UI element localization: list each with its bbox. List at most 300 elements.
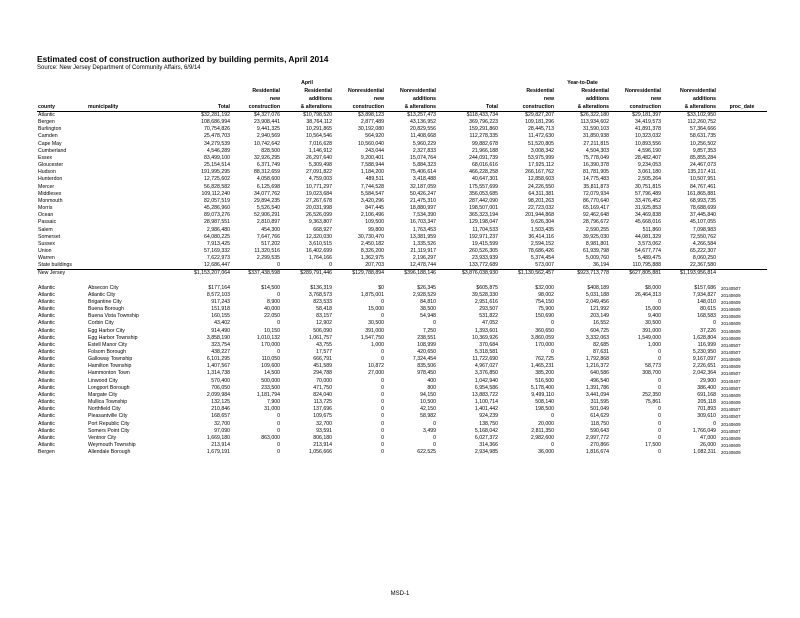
- county-value: 28,987,551: [204, 219, 230, 226]
- county-value: 2,299,535: [256, 255, 280, 262]
- county-value: 5,374,454: [530, 255, 554, 262]
- col-proc-date: proc_date: [717, 103, 767, 112]
- county-value: 45,668,016: [635, 219, 661, 226]
- county-name: State buildings: [38, 262, 73, 269]
- municipality-row: [37, 320, 767, 327]
- muni-value: 0: [277, 427, 280, 434]
- county-value: 112,260,752: [687, 119, 716, 126]
- county-value: 10,291,865: [306, 126, 332, 133]
- county-value: 454,300: [261, 226, 280, 233]
- county-value: 64,080,225: [204, 233, 230, 240]
- county-value: 30,730,470: [358, 233, 384, 240]
- muni-value: 391,000: [642, 327, 661, 334]
- municipality-row: [37, 370, 767, 377]
- muni-county: Atlantic: [38, 306, 56, 313]
- county-value: 8,981,801: [585, 240, 609, 247]
- muni-value: 121,992: [590, 306, 609, 313]
- county-value: 3,573,062: [637, 240, 661, 247]
- muni-value: 1,061,757: [308, 334, 332, 341]
- muni-name: Margate City: [88, 391, 118, 398]
- muni-value: 42,150: [420, 406, 436, 413]
- municipality-row: [37, 363, 767, 370]
- county-value: 109,500: [365, 219, 384, 226]
- county-value: 20,829,556: [410, 126, 436, 133]
- muni-value: 20,000: [538, 420, 554, 427]
- county-value: 11,704,533: [472, 226, 498, 233]
- muni-county: Atlantic: [38, 341, 56, 348]
- muni-value: 863,000: [261, 434, 280, 441]
- county-value: 12,858,603: [528, 176, 554, 183]
- county-value: 244,091,739: [469, 154, 498, 161]
- municipality-row: [37, 299, 767, 306]
- county-name: Burlington: [38, 126, 62, 133]
- municipality-row: [37, 292, 767, 299]
- county-name: Bergen: [38, 119, 55, 126]
- muni-value: 10,150: [264, 327, 280, 334]
- muni-value: 168,657: [211, 413, 230, 420]
- county-value: 9,200,401: [360, 154, 384, 161]
- col-nonres-add-3: & alterations: [385, 103, 437, 112]
- muni-value: 1,547,750: [360, 334, 384, 341]
- county-value: 828,500: [261, 147, 280, 154]
- county-row: [37, 205, 767, 212]
- muni-value: 83,157: [316, 313, 332, 320]
- muni-proc-date: 20140507: [721, 350, 741, 355]
- county-value: 25,154,514: [204, 162, 230, 169]
- muni-value: $177,164: [208, 284, 230, 291]
- muni-value: 1,816,674: [585, 449, 609, 456]
- construction-cost-table: [37, 79, 767, 456]
- muni-proc-date: 20140609: [721, 292, 741, 298]
- county-value: 65,169,417: [583, 205, 609, 212]
- state-total-value: $1,130,562,457: [499, 270, 555, 278]
- muni-value: 108,999: [417, 341, 436, 348]
- county-name: Passaic: [38, 219, 57, 226]
- county-value: 52,906,291: [254, 212, 280, 219]
- col-nonres-add-1: Nonresidential: [399, 88, 436, 94]
- muni-county: Atlantic: [38, 356, 56, 363]
- muni-value: 0: [658, 427, 661, 434]
- muni-value: 168,583: [697, 313, 716, 320]
- col-ytd-nonres-add-1: Nonresidential: [679, 88, 716, 94]
- county-row: [37, 162, 767, 169]
- muni-value: 27,000: [368, 370, 384, 377]
- county-value: 201,944,868: [525, 212, 554, 219]
- county-value: 18,880,997: [410, 205, 436, 212]
- state-total-row: [37, 270, 767, 278]
- muni-value: 496,540: [590, 377, 609, 384]
- county-value: 75,406,614: [410, 169, 436, 176]
- muni-proc-date: 20140609: [721, 328, 741, 334]
- muni-value: 54,948: [420, 313, 436, 320]
- county-value: 260,526,305: [469, 247, 498, 254]
- muni-value: 9,400: [648, 313, 661, 320]
- county-value: 10,507,951: [690, 176, 716, 183]
- county-value: 1,184,200: [360, 169, 384, 176]
- muni-value: 2,099,984: [206, 391, 230, 398]
- county-row: [37, 255, 767, 262]
- muni-value: 506,090: [313, 327, 332, 334]
- county-value: 32,926,295: [254, 154, 280, 161]
- muni-value: 0: [277, 420, 280, 427]
- muni-value: 0: [658, 434, 661, 441]
- empty-cell: [717, 205, 767, 212]
- county-value: 40,647,301: [472, 176, 498, 183]
- county-value: 31,925,853: [635, 205, 661, 212]
- county-row: [37, 119, 767, 126]
- county-value: 135,217,411: [687, 169, 716, 176]
- muni-value: 0: [713, 320, 716, 327]
- county-name: Essex: [38, 154, 53, 161]
- county-value: $118,433,734: [466, 112, 498, 118]
- county-name: Ocean: [38, 212, 54, 219]
- municipality-row: [37, 428, 767, 435]
- muni-name: Corbin City: [88, 320, 114, 327]
- county-value: 78,688,699: [690, 205, 716, 212]
- county-value: 35,811,873: [583, 183, 609, 190]
- county-value: 24,467,073: [690, 162, 716, 169]
- muni-value: 666,791: [313, 356, 332, 363]
- muni-county: Atlantic: [38, 334, 56, 341]
- muni-value: 5,031,188: [585, 291, 609, 298]
- county-value: 1,146,912: [308, 147, 332, 154]
- county-value: 2,106,496: [360, 212, 384, 219]
- empty-cell: [717, 184, 767, 191]
- muni-value: 47,000: [700, 434, 716, 441]
- muni-value: 1,314,738: [206, 370, 230, 377]
- county-value: 13,381,959: [410, 233, 436, 240]
- muni-value: 116,999: [697, 341, 716, 348]
- empty-cell: [717, 126, 767, 133]
- muni-value: 0: [381, 384, 384, 391]
- county-value: 75,778,049: [583, 154, 609, 161]
- empty-cell: [717, 219, 767, 226]
- muni-value: 0: [713, 420, 716, 427]
- county-value: 7,098,983: [692, 226, 716, 233]
- muni-value: 917,243: [211, 298, 230, 305]
- county-value: 113,934,602: [580, 119, 609, 126]
- county-value: 4,596,190: [637, 147, 661, 154]
- empty-cell: [717, 141, 767, 148]
- county-value: 8,326,200: [360, 247, 384, 254]
- county-value: 10,560,040: [358, 140, 384, 147]
- muni-value: 3,858,190: [206, 334, 230, 341]
- county-value: 78,686,426: [528, 247, 554, 254]
- muni-value: 0: [433, 434, 436, 441]
- muni-value: 32,700: [316, 420, 332, 427]
- muni-name: Linwood City: [88, 377, 118, 384]
- empty-cell: [717, 241, 767, 248]
- muni-value: 36,000: [538, 449, 554, 456]
- county-value: 2,594,152: [530, 240, 554, 247]
- muni-value: 1,465,231: [530, 363, 554, 370]
- county-value: $32,281,192: [201, 112, 230, 118]
- muni-value: 0: [277, 291, 280, 298]
- county-value: 5,309,498: [308, 162, 332, 169]
- muni-value: 0: [658, 413, 661, 420]
- county-value: 9,363,807: [308, 219, 332, 226]
- muni-county: Atlantic: [38, 420, 56, 427]
- muni-value: 2,951,616: [474, 298, 498, 305]
- county-value: 564,920: [365, 133, 384, 140]
- muni-value: 800: [427, 384, 436, 391]
- muni-value: $14,500: [261, 284, 280, 291]
- muni-value: 80,615: [700, 306, 716, 313]
- muni-value: 113,725: [313, 399, 332, 406]
- county-value: 53,975,999: [528, 154, 554, 161]
- muni-value: 0: [381, 377, 384, 384]
- april-header: April: [301, 80, 313, 86]
- county-name: Middlesex: [38, 190, 62, 197]
- col-nonres-new-1: Nonresidential: [347, 88, 384, 94]
- county-value: 14,775,483: [583, 176, 609, 183]
- muni-value: 823,533: [313, 298, 332, 305]
- county-value: 37,445,840: [690, 212, 716, 219]
- muni-value: 9,499,110: [531, 391, 554, 398]
- muni-value: 0: [433, 420, 436, 427]
- muni-value: 516,500: [535, 377, 554, 384]
- county-value: 110,795,888: [632, 262, 661, 269]
- county-value: 1,503,435: [530, 226, 554, 233]
- muni-county: Atlantic: [38, 399, 56, 406]
- muni-value: 1,766,049: [692, 427, 716, 434]
- county-value: 369,796,223: [469, 119, 498, 126]
- muni-value: 43,402: [214, 320, 230, 327]
- muni-value: 40,000: [264, 306, 280, 313]
- county-value: 28,796,672: [583, 219, 609, 226]
- muni-value: 84,810: [420, 298, 436, 305]
- muni-value: 531,822: [479, 313, 498, 320]
- county-value: 30,192,080: [358, 126, 384, 133]
- col-county: county: [37, 103, 87, 112]
- muni-value: 17,577: [316, 349, 332, 355]
- county-value: 5,526,540: [256, 205, 280, 212]
- col-municipality: municipality: [87, 103, 179, 112]
- muni-value: 3,860,059: [530, 334, 554, 341]
- col-ytd-nonres-new-3: construction: [610, 103, 662, 112]
- muni-value: 762,725: [535, 356, 554, 363]
- county-value: 16,402,699: [306, 247, 332, 254]
- muni-county: Atlantic: [38, 313, 56, 320]
- county-value: 27,211,815: [583, 140, 609, 147]
- county-value: 10,742,642: [254, 140, 280, 147]
- county-value: 50,426,247: [410, 190, 436, 197]
- muni-value: $157,686: [694, 284, 716, 291]
- muni-value: 0: [381, 349, 384, 355]
- muni-value: 10,872: [368, 363, 384, 370]
- table-body: [37, 112, 767, 457]
- muni-value: 70,000: [316, 377, 332, 384]
- muni-value: $605,875: [476, 284, 498, 291]
- muni-value: 0: [381, 434, 384, 441]
- state-total-value: $627,805,881: [610, 270, 662, 278]
- county-value: 19,023,684: [306, 190, 332, 197]
- muni-name: Ventnor City: [88, 434, 117, 441]
- empty-cell: [717, 255, 767, 262]
- muni-value: 4,967,027: [474, 363, 498, 370]
- muni-name: Egg Harbor City: [88, 327, 125, 334]
- muni-value: 0: [658, 384, 661, 391]
- county-value: 4,504,303: [585, 147, 609, 154]
- muni-value: 87,631: [593, 349, 609, 355]
- report-page: [37, 54, 767, 456]
- county-value: 2,196,297: [412, 255, 436, 262]
- muni-value: 471,750: [313, 384, 332, 391]
- report-title: Estimated cost of construction authorized by building permits, April 2014: [37, 54, 329, 64]
- muni-value: 109,600: [261, 363, 280, 370]
- county-value: 92,462,648: [583, 212, 609, 219]
- col-ytd-res-add-3: & alterations: [555, 103, 610, 112]
- county-value: 5,584,547: [360, 190, 384, 197]
- muni-proc-date: 20140609: [721, 357, 741, 363]
- county-value: 61,939,798: [583, 247, 609, 254]
- county-value: 573,007: [535, 262, 554, 269]
- county-value: 159,291,860: [469, 126, 498, 133]
- state-total-value: $289,791,446: [281, 270, 333, 278]
- muni-value: 118,750: [590, 420, 609, 427]
- county-value: 287,442,090: [469, 197, 498, 204]
- county-row: [37, 141, 767, 148]
- county-value: 34,077,762: [254, 190, 280, 197]
- col-nonres-add-2: additions: [412, 96, 436, 102]
- muni-value: 0: [381, 298, 384, 305]
- municipality-row: [37, 378, 767, 385]
- muni-value: 2,042,364: [692, 370, 716, 377]
- muni-value: 2,997,772: [585, 434, 609, 441]
- muni-value: 914,490: [211, 327, 230, 334]
- county-value: 11,320,516: [254, 247, 280, 254]
- county-value: 7,622,973: [206, 255, 230, 262]
- muni-name: Longport Borough: [88, 384, 130, 391]
- county-value: 31,850,938: [583, 133, 609, 140]
- county-name: Union: [38, 247, 52, 254]
- muni-value: 294,788: [313, 370, 332, 377]
- county-value: 25,478,703: [204, 133, 230, 140]
- municipality-row: [37, 385, 767, 392]
- county-value: 70,754,826: [204, 126, 230, 133]
- muni-value: 293,507: [479, 306, 498, 313]
- muni-value: 1,679,191: [206, 449, 230, 456]
- county-row: [37, 191, 767, 198]
- muni-value: 3,441,094: [585, 391, 609, 398]
- muni-value: 1,792,868: [585, 356, 609, 363]
- muni-value: 1,082,311: [693, 449, 716, 456]
- county-value: 57,364,666: [690, 126, 716, 133]
- muni-county: Atlantic: [38, 298, 56, 305]
- muni-value: 806,180: [313, 434, 332, 441]
- muni-value: 309,610: [697, 413, 716, 420]
- county-row: [37, 234, 767, 241]
- county-value: 5,489,475: [637, 255, 661, 262]
- county-value: 98,201,263: [528, 197, 554, 204]
- county-value: 12,686,447: [204, 262, 230, 269]
- muni-value: 94,150: [420, 391, 436, 398]
- muni-value: 614,629: [590, 413, 609, 420]
- muni-value: 1,391,786: [585, 384, 609, 391]
- county-value: 3,061,180: [637, 169, 661, 176]
- county-name: Sussex: [38, 240, 56, 247]
- county-value: 0: [277, 262, 280, 269]
- muni-value: 0: [658, 406, 661, 413]
- empty-cell: [717, 234, 767, 241]
- empty-cell: [717, 248, 767, 255]
- municipality-row: [37, 335, 767, 342]
- muni-value: 0: [381, 413, 384, 420]
- muni-value: 0: [381, 406, 384, 413]
- muni-value: 10,369,926: [472, 334, 498, 341]
- column-header-row-1: [37, 87, 767, 95]
- county-value: 2,940,569: [256, 133, 280, 140]
- muni-value: $32,000: [535, 284, 554, 291]
- ytd-header: Year-to-Date: [567, 80, 598, 86]
- muni-county: Atlantic: [38, 442, 56, 449]
- muni-value: 93,591: [316, 427, 332, 434]
- muni-value: 691,168: [697, 391, 716, 398]
- empty-cell: [717, 169, 767, 176]
- muni-value: 9,167,097: [692, 356, 716, 363]
- county-value: 1,763,453: [412, 226, 436, 233]
- county-value: 65,222,307: [690, 247, 716, 254]
- county-value: 192,971,237: [469, 233, 498, 240]
- muni-name: Folsom Borough: [88, 349, 127, 355]
- muni-proc-date: 20140407: [721, 378, 741, 384]
- muni-value: 5,230,950: [692, 349, 716, 355]
- muni-county: Atlantic: [38, 434, 56, 441]
- muni-value: 58,982: [420, 413, 436, 420]
- county-value: 34,279,539: [204, 140, 230, 147]
- muni-value: 132,125: [211, 399, 230, 406]
- muni-value: 137,696: [313, 406, 332, 413]
- county-value: 17,925,112: [528, 162, 554, 169]
- muni-value: 6,027,372: [474, 434, 498, 441]
- state-total-value: $396,188,146: [385, 270, 437, 278]
- county-value: 51,520,805: [528, 140, 554, 147]
- county-value: 11,472,630: [528, 133, 554, 140]
- muni-value: $136,319: [310, 284, 332, 291]
- muni-value: $26,345: [417, 284, 436, 291]
- county-row: [37, 176, 767, 183]
- muni-name: Somers Point City: [88, 427, 130, 434]
- muni-proc-date: 20140507: [721, 385, 741, 391]
- muni-value: 0: [381, 427, 384, 434]
- municipality-row: [37, 421, 767, 428]
- muni-county: Atlantic: [38, 327, 56, 334]
- muni-value: 138,750: [479, 420, 498, 427]
- col-res-add-2: additions: [308, 96, 332, 102]
- county-name: Gloucester: [38, 162, 64, 169]
- muni-value: 13,883,722: [472, 391, 498, 398]
- muni-value: 1,010,132: [256, 334, 280, 341]
- county-value: $29,827,207: [525, 112, 554, 118]
- county-value: 3,418,488: [412, 176, 436, 183]
- muni-county: Bergen: [38, 449, 55, 456]
- municipality-row: [37, 285, 767, 292]
- muni-value: 37,226: [700, 327, 716, 334]
- municipality-row: [37, 392, 767, 399]
- county-value: 466,228,258: [469, 169, 498, 176]
- muni-value: 0: [658, 356, 661, 363]
- muni-proc-date: 20140507: [721, 414, 741, 420]
- municipality-row: [37, 313, 767, 320]
- muni-name: Pleasantville City: [88, 413, 128, 420]
- muni-name: Mullica Township: [88, 399, 128, 406]
- muni-value: 500,000: [261, 377, 280, 384]
- muni-value: 3,768,573: [308, 291, 332, 298]
- county-row: [37, 169, 767, 176]
- muni-value: 82,685: [593, 341, 609, 348]
- muni-value: 0: [658, 449, 661, 456]
- county-value: 22,367,580: [690, 262, 716, 269]
